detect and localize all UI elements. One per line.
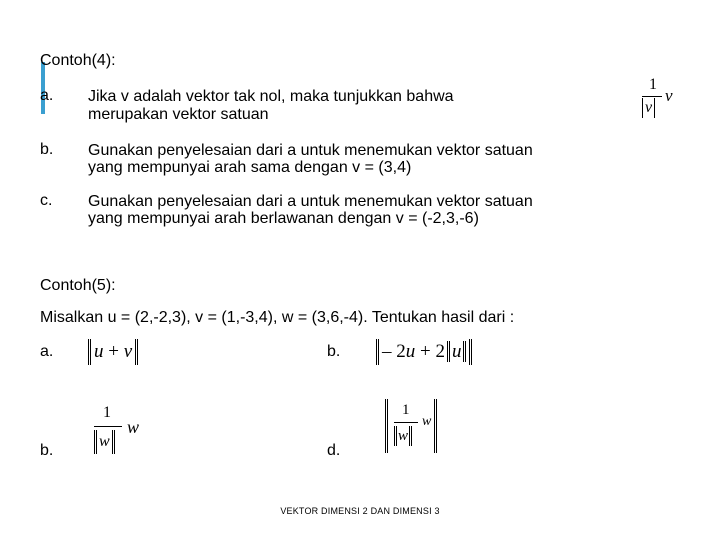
contoh5-item-b-letter: b. xyxy=(327,343,341,360)
contoh5-item-c-expr xyxy=(90,404,150,464)
unit-vector-formula xyxy=(640,76,680,124)
norm-u xyxy=(447,341,467,362)
contoh4-item-c-line2: yang mempunyai arah berlawanan dengan v = (-2,3,-6) xyxy=(88,210,479,227)
contoh4-item-a-text xyxy=(88,87,623,106)
expr-plus-two: + 2 xyxy=(415,341,445,362)
contoh5-item-d-letter: d. xyxy=(327,442,341,459)
frac-d-bar xyxy=(394,422,418,423)
frac-c-denominator: w xyxy=(94,430,115,454)
contoh4-item-a-line2: merupakan vektor satuan xyxy=(88,106,269,123)
expr-v: v xyxy=(123,341,133,362)
footer-title: VEKTOR DIMENSI 2 DAN DIMENSI 3 xyxy=(280,506,440,516)
frac-c-numerator: 1 xyxy=(103,404,111,421)
contoh4-heading: Contoh(4): xyxy=(40,52,116,69)
contoh4-item-b-line1: Gunakan penyelesaian dari a untuk menemukan vektor satuan xyxy=(88,142,533,159)
contoh5-statement: Misalkan u = (2,-2,3), v = (1,-3,4), w = (3,6,-4). Tentukan hasil dari : xyxy=(40,309,515,326)
formula-denominator: v xyxy=(642,98,655,118)
contoh4-item-c-letter: c. xyxy=(40,192,53,209)
contoh4-item-b-line2: yang mempunyai arah sama dengan v = (3,4) xyxy=(88,159,412,176)
contoh5-item-c-letter: b. xyxy=(40,442,54,459)
contoh5-item-a-letter: a. xyxy=(40,343,54,360)
frac-d-numerator: 1 xyxy=(402,402,410,418)
contoh4-item-c-line1: Gunakan penyelesaian dari a untuk menemukan vektor satuan xyxy=(88,193,533,210)
contoh4-item-a-line1: Jika v adalah vektor tak nol, maka tunjukkan bahwa xyxy=(88,88,454,105)
contoh4-item-b-letter: b. xyxy=(40,141,54,158)
norm-combination xyxy=(376,339,472,365)
expr-minus-two: – 2 xyxy=(382,341,406,362)
norm-u-plus-v xyxy=(88,339,138,365)
expr-plus: + xyxy=(103,341,124,362)
frac-c-vector: w xyxy=(127,417,140,437)
contoh4-item-a-line2-wrap xyxy=(88,105,628,124)
frac-d-denominator: w xyxy=(394,426,412,446)
formula-fraction-bar xyxy=(642,96,662,97)
contoh5-item-d-norm xyxy=(385,399,437,453)
contoh5-item-b-expr xyxy=(376,337,472,367)
expr-u: u xyxy=(405,341,416,362)
expr-u2: u xyxy=(451,341,462,362)
contoh5-item-a-expr xyxy=(88,337,138,367)
frac-d-vector: w xyxy=(422,414,432,429)
contoh4-item-a-letter: a. xyxy=(40,87,54,104)
formula-numerator: 1 xyxy=(649,76,657,93)
frac-c-bar xyxy=(94,426,122,427)
formula-vector: v xyxy=(665,86,673,105)
contoh5-heading: Contoh(5): xyxy=(40,277,116,294)
expr-u: u xyxy=(94,341,104,362)
contoh5-item-d-expr xyxy=(392,402,434,452)
